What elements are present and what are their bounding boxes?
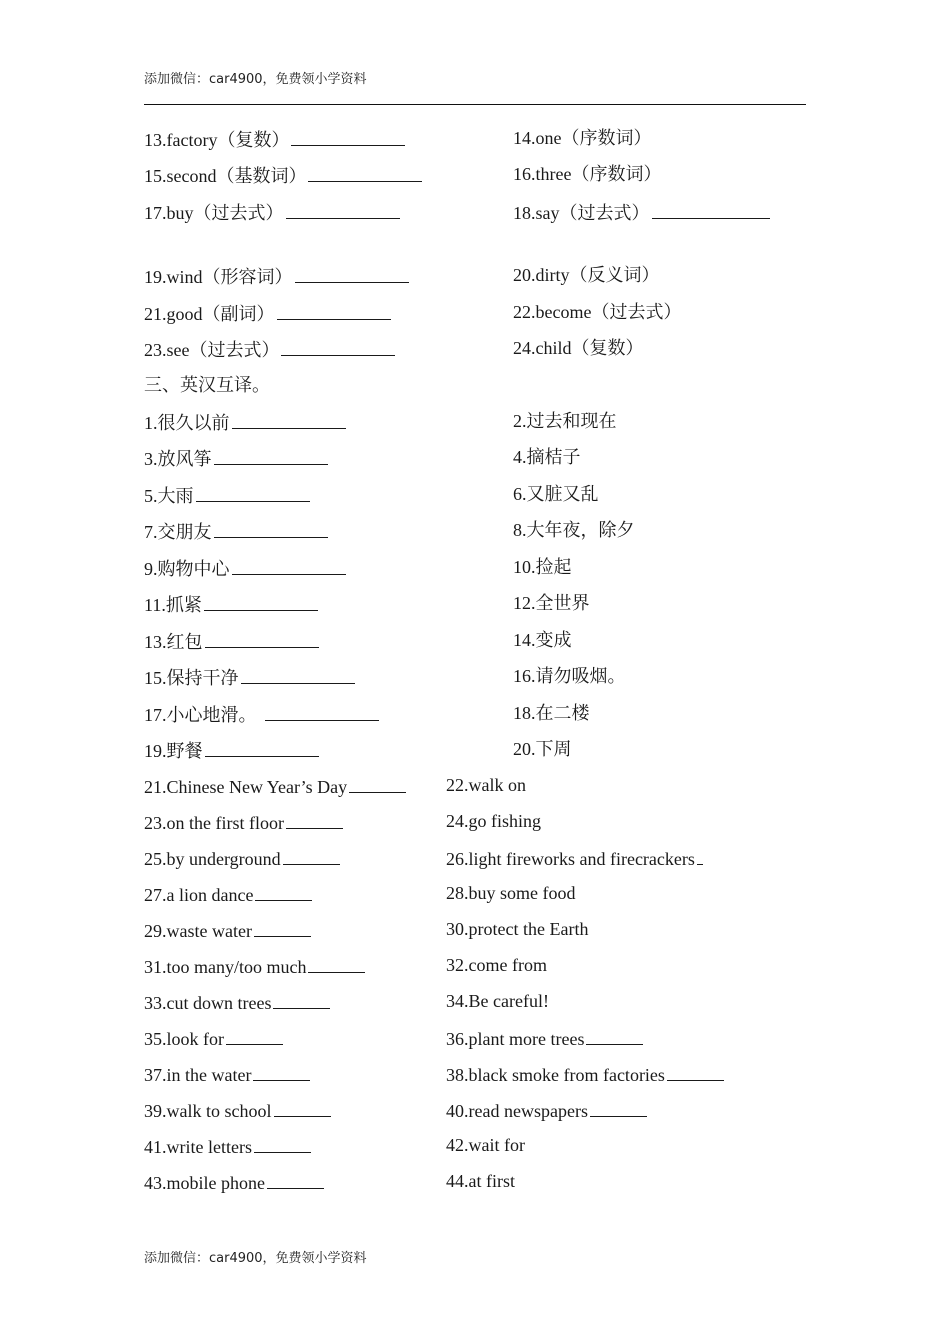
question-item <box>144 882 312 906</box>
question-text: 40.read newspapers <box>446 1101 588 1121</box>
question-item <box>144 1098 331 1122</box>
question-item <box>513 592 590 614</box>
question-item <box>144 163 422 187</box>
question-text: 24.go fishing <box>446 811 542 831</box>
question-item <box>144 127 405 151</box>
question-item <box>446 810 541 832</box>
question-item <box>513 519 635 541</box>
answer-blank[interactable] <box>204 592 318 611</box>
question-text: 15.保持干净 <box>144 668 239 688</box>
question-item <box>446 774 526 796</box>
question-item <box>513 702 590 724</box>
page-footer: 添加微信：car4900，免费领小学资料 <box>144 1251 367 1266</box>
answer-blank[interactable] <box>586 1026 643 1045</box>
question-text: 14.变成 <box>513 630 572 650</box>
question-text: 16.请勿吸烟。 <box>513 666 626 686</box>
answer-blank[interactable] <box>273 990 330 1009</box>
question-item <box>446 1098 647 1122</box>
answer-blank[interactable] <box>226 1026 283 1045</box>
answer-blank[interactable] <box>205 738 319 757</box>
question-text: 31.too many/too much <box>144 957 307 977</box>
question-item <box>144 556 346 580</box>
question-item <box>513 483 599 505</box>
question-item <box>144 519 328 543</box>
question-text: 44.at first <box>446 1171 515 1191</box>
question-text: 18.在二楼 <box>513 703 590 723</box>
answer-blank[interactable] <box>214 519 328 538</box>
question-text: 23.see（过去式） <box>144 340 280 360</box>
question-item <box>144 1170 324 1194</box>
question-item <box>144 990 330 1014</box>
question-text: 42.wait for <box>446 1135 525 1155</box>
question-text: 2.过去和现在 <box>513 411 617 431</box>
question-item <box>513 127 652 149</box>
question-text: 21.good（副词） <box>144 304 275 324</box>
answer-blank[interactable] <box>196 483 310 502</box>
answer-blank[interactable] <box>254 918 311 937</box>
question-item <box>144 774 406 798</box>
question-item <box>144 592 318 616</box>
question-item <box>446 990 549 1012</box>
question-item <box>513 629 572 651</box>
question-item <box>144 1026 283 1050</box>
question-item <box>144 200 400 224</box>
question-text: 17.buy（过去式） <box>144 203 284 223</box>
question-item <box>513 337 644 359</box>
question-text: 14.one（序数词） <box>513 128 652 148</box>
question-item <box>446 882 576 904</box>
question-item <box>513 264 660 286</box>
answer-blank[interactable] <box>274 1098 331 1117</box>
question-item <box>144 665 355 689</box>
question-item <box>446 1026 643 1050</box>
question-item <box>144 264 409 288</box>
question-item <box>513 163 661 185</box>
question-text: 20.dirty（反义词） <box>513 265 660 285</box>
answer-blank[interactable] <box>255 882 312 901</box>
header-divider <box>144 104 806 105</box>
answer-blank[interactable] <box>265 702 379 721</box>
question-item <box>446 1062 724 1086</box>
question-item <box>144 483 310 507</box>
question-text: 21.Chinese New Year’s Day <box>144 777 348 797</box>
answer-blank[interactable] <box>253 1062 310 1081</box>
answer-blank[interactable] <box>590 1098 647 1117</box>
question-text: 10.捡起 <box>513 557 572 577</box>
question-text: 18.say（过去式） <box>513 203 650 223</box>
question-text: 8.大年夜，除夕 <box>513 520 635 540</box>
question-item <box>513 446 581 468</box>
question-item <box>513 301 681 323</box>
question-item <box>144 918 311 942</box>
answer-blank[interactable] <box>286 810 343 829</box>
question-text: 11.抓紧 <box>144 595 202 615</box>
answer-blank[interactable] <box>308 163 422 182</box>
answer-blank[interactable] <box>283 846 340 865</box>
question-item <box>144 446 328 470</box>
answer-blank[interactable] <box>267 1170 324 1189</box>
answer-blank[interactable] <box>349 774 406 793</box>
question-text: 5.大雨 <box>144 486 194 506</box>
question-item <box>513 410 617 432</box>
question-text: 24.child（复数） <box>513 338 644 358</box>
answer-blank[interactable] <box>241 665 355 684</box>
question-text: 27.a lion dance <box>144 885 254 905</box>
question-text: 28.buy some food <box>446 883 576 903</box>
answer-blank[interactable] <box>308 954 365 973</box>
section-title: 三、英汉互译。 <box>144 375 270 395</box>
question-item <box>144 337 395 361</box>
question-item <box>513 200 770 224</box>
question-item <box>144 702 379 726</box>
question-item <box>144 738 319 762</box>
question-item <box>144 810 343 834</box>
question-item <box>144 629 319 653</box>
question-text: 35.look for <box>144 1029 224 1049</box>
answer-blank[interactable] <box>652 200 770 219</box>
answer-blank[interactable] <box>291 127 405 146</box>
question-item <box>144 846 340 870</box>
question-text: 13.红包 <box>144 632 203 652</box>
question-text: 13.factory（复数） <box>144 130 290 150</box>
question-text: 43.mobile phone <box>144 1173 265 1193</box>
question-item <box>144 1134 311 1158</box>
question-text: 23.on the first floor <box>144 813 284 833</box>
question-text: 6.又脏又乱 <box>513 484 599 504</box>
question-text: 20.下周 <box>513 739 572 759</box>
question-item <box>144 1062 310 1086</box>
answer-blank[interactable] <box>667 1062 724 1081</box>
question-item <box>144 954 365 978</box>
question-text: 30.protect the Earth <box>446 919 589 939</box>
answer-blank[interactable] <box>286 200 400 219</box>
question-item <box>446 1134 525 1156</box>
question-text: 37.in the water <box>144 1065 252 1085</box>
question-text: 36.plant more trees <box>446 1029 585 1049</box>
answer-blank[interactable] <box>281 337 395 356</box>
answer-blank[interactable] <box>295 264 409 283</box>
question-text: 22.walk on <box>446 775 526 795</box>
question-text: 4.摘桔子 <box>513 447 581 467</box>
question-text: 32.come from <box>446 955 547 975</box>
question-text: 26.light fireworks and firecrackers <box>446 849 695 869</box>
question-item <box>446 918 588 940</box>
question-text: 12.全世界 <box>513 593 590 613</box>
answer-blank[interactable] <box>277 301 391 320</box>
question-text: 19.野餐 <box>144 741 203 761</box>
question-text: 39.walk to school <box>144 1101 272 1121</box>
question-item <box>513 665 626 687</box>
question-item <box>446 954 547 976</box>
question-text: 19.wind（形容词） <box>144 267 293 287</box>
question-text: 38.black smoke from factories <box>446 1065 665 1085</box>
answer-blank[interactable] <box>232 410 346 429</box>
answer-blank[interactable] <box>232 556 346 575</box>
question-text: 3.放风筝 <box>144 449 212 469</box>
question-item <box>144 301 391 325</box>
question-text: 9.购物中心 <box>144 559 230 579</box>
question-item <box>446 846 703 870</box>
question-text: 22.become（过去式） <box>513 302 682 322</box>
question-text: 17.小心地滑。 <box>144 705 257 725</box>
question-item <box>513 556 572 578</box>
answer-blank[interactable] <box>254 1134 311 1153</box>
question-text: 33.cut down trees <box>144 993 272 1013</box>
page-header: 添加微信：car4900，免费领小学资料 <box>144 72 367 87</box>
answer-blank[interactable] <box>205 629 319 648</box>
question-text: 41.write letters <box>144 1137 252 1157</box>
question-item <box>446 1170 515 1192</box>
question-text: 15.second（基数词） <box>144 166 307 186</box>
question-text: 34.Be careful! <box>446 991 549 1011</box>
question-item <box>513 738 572 760</box>
answer-blank[interactable] <box>697 846 703 865</box>
question-text: 29.waste water <box>144 921 252 941</box>
question-item <box>144 410 346 434</box>
question-text: 25.by underground <box>144 849 281 869</box>
answer-blank[interactable] <box>214 446 328 465</box>
question-text: 1.很久以前 <box>144 413 230 433</box>
question-text: 7.交朋友 <box>144 522 212 542</box>
question-text: 16.three（序数词） <box>513 164 662 184</box>
